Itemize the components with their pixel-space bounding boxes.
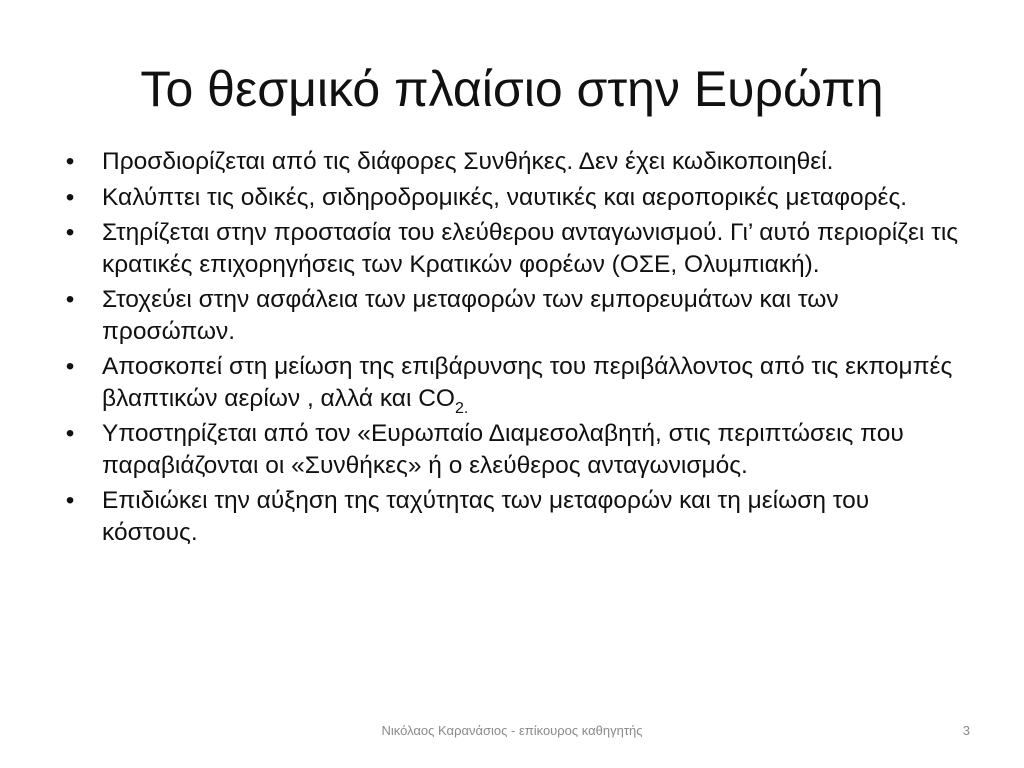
bullet-text: Στηρίζεται στην προστασία του ελεύθερου ανταγωνισμού. Γι’ αυτό περιορίζει τις κρατικές επιχορηγήσεις των Κρατικών φορέων (ΟΣΕ, Ολυμπιακή). — [102, 219, 959, 278]
bullet-text: Αποσκοπεί στη μείωση της επιβάρυνσης του περιβάλλοντος από τις εκπομπές βλαπτικών αερίων , αλλά και CO — [102, 353, 953, 412]
bullet-text: Καλύπτει τις οδικές, σιδηροδρομικές, ναυτικές και αεροπορικές μεταφορές. — [102, 183, 908, 211]
bullet-item — [60, 485, 970, 548]
bullet-icon: • — [65, 219, 75, 246]
bullet-list — [60, 146, 970, 552]
bullet-icon: • — [65, 183, 75, 211]
bullet-icon: • — [65, 148, 75, 175]
bullet-icon: • — [65, 420, 75, 447]
bullet-text: Επιδιώκει την αύξηση της ταχύτητας των μεταφορών και τη μείωση του κόστους. — [102, 487, 870, 546]
bullet-item — [60, 182, 970, 214]
bullet-text: Στοχεύει στην ασφάλεια των μεταφορών των εμπορευμάτων και των προσώπων. — [102, 286, 839, 345]
page-number: 3 — [962, 723, 970, 738]
bullet-item — [60, 217, 970, 280]
bullet-icon: • — [65, 286, 75, 313]
co2-subscript: 2. — [454, 399, 469, 417]
bullet-item — [60, 284, 970, 347]
bullet-item — [60, 351, 970, 417]
bullet-text: Προσδιορίζεται από τις διάφορες Συνθήκες. Δεν έχει κωδικοποιηθεί. — [102, 148, 834, 175]
bullet-item — [60, 418, 970, 481]
bullet-icon: • — [65, 353, 75, 380]
bullet-icon: • — [65, 487, 75, 514]
bullet-item — [60, 146, 970, 178]
slide-title: Το θεσμικό πλαίσιο στην Ευρώπη — [140, 61, 884, 117]
bullet-text: Υποστηρίζεται από τον «Ευρωπαίο Διαμεσολαβητή, στις περιπτώσεις που παραβιάζονται οι «Συνθήκες» ή ο ελεύθερος ανταγωνισμός. — [102, 420, 904, 479]
slide-footer: Νικόλαος Καρανάσιος - επίκουρος καθηγητής — [381, 723, 643, 738]
